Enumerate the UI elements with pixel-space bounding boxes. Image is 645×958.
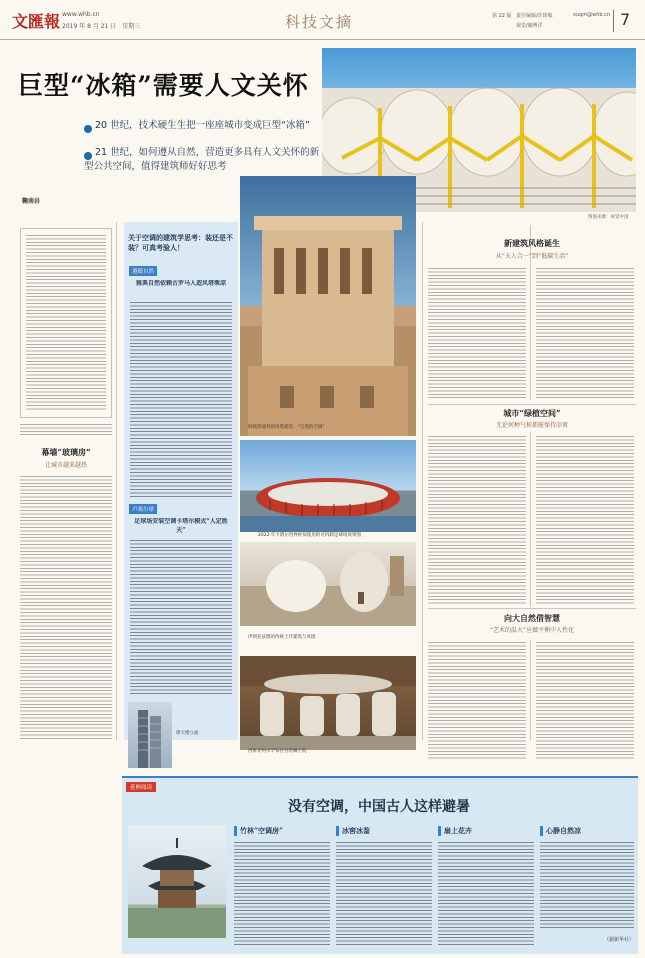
feature-item-1-heading: 竹林“空调房” [234,826,330,836]
newspaper-logo: 文匯報 [12,12,61,31]
masthead-visual: 视觉/储博洋 [516,23,543,29]
pavilion-photo [128,826,226,938]
feature-credit: （据新华社） [603,937,634,943]
page-divider [613,10,614,32]
section-title: 科技文摘 [285,13,354,31]
headline: 巨型“冰箱”需要人文关怀 [18,71,309,100]
feature-column-3 [438,826,534,950]
feature-item-3-heading: 扇上花卉 [438,826,534,836]
adobe-dome-caption: 伊朗亚兹德的传统土坯建筑与风塔 [248,635,316,640]
headline-bullet-2: 21 世纪，如何遵从自然，营造更多具有人文关怀的新型公共空间，值得建筑师好好思考 [84,147,320,172]
feature-title: 没有空调，中国古人这样避暑 [288,799,470,815]
sidebar-text-2 [130,540,232,695]
masthead-issue: 第 22 版 [492,13,512,19]
masthead-site: www.whb.cn [62,11,100,18]
sidebar-tag-2: 卢塞尔球 [129,504,157,514]
right-section-1-heading: 新建筑风格诞生 [504,238,560,248]
wind-tower-photo [240,176,416,436]
headline-bullet-1: 20 世纪，技术硬生生把一座座城市变成巨型“冰箱” [95,120,310,131]
feature-tag: 延伸阅读 [126,782,156,792]
right-text-block [536,268,634,400]
right-section-2-sub: 无论何种气候都能保持凉爽 [495,422,568,429]
left-intro-text [26,235,106,411]
skyscraper-photo [128,702,172,768]
skyscraper-caption: 摩天楼立面 [176,731,199,736]
right-section-3-heading: 向大自然借智慧 [504,613,560,623]
left-intro-box [20,228,112,418]
masthead-editor: 责任编辑/许琦敏 [516,13,553,19]
masthead-date: 2019 年 8 月 21 日 星期三 [62,23,141,30]
feature-column-1 [234,826,330,950]
feature-item-4-text [540,842,634,930]
left-subhead-sub: 让城市越来越热 [44,462,87,469]
masthead [0,0,645,40]
feature-item-2-heading: 冰窖冰鉴 [336,826,432,836]
masthead-email: xuqm@whb.cn [573,12,611,18]
sidebar-subhead-2: 足球场安装空调卡塔尔模式“人定胜天” [134,518,228,534]
right-text-block [536,642,634,760]
column-rule [530,640,531,740]
page-number: 7 [620,10,631,29]
hero-caption: 图图来源：视觉中国 [588,215,629,220]
right-text-block [428,268,526,400]
right-text-block [428,642,526,760]
right-section-2-heading: 城市“绿植空间” [503,408,561,418]
left-subhead: 幕墙“玻璃房” [41,447,91,457]
feature-column-4 [540,826,634,950]
sidebar-tag-1: 遵循自然 [129,266,157,276]
stadium-caption: 2022 年卡塔尔世界杯拟使用的可拆卸足球场效果图 [258,533,361,538]
section-rule [428,404,636,405]
lions-court-photo [240,656,416,750]
section-rule [428,608,636,609]
right-text-block [428,436,526,606]
sidebar-text-1 [130,302,232,498]
stadium-photo [240,440,416,532]
right-section-3-sub: “艺术的温火”应做平衡中人性化 [489,627,575,634]
right-text-block [536,436,634,606]
feature-item-3-text [438,842,534,946]
sidebar-title: 关于空调的建筑学思考：装还是不装？可真考验人！ [128,233,233,252]
left-body-text [20,476,112,740]
feature-box [122,776,638,954]
column-rule [530,432,531,607]
feature-item-4-heading: 心静自然凉 [540,826,634,836]
author-name: 鞠南岩 [22,198,41,205]
column-rule [116,222,117,740]
wind-tower-caption: 阿联酋迪拜的风塔建筑：“自然的空调” [248,425,325,430]
right-section-1-sub: 从“天人合一”到“低碳生活” [495,253,569,260]
feature-item-1-text [234,842,330,946]
lions-court-caption: 西班牙阿尔罕布拉宫的狮子院 [248,749,307,754]
feature-item-2-text [336,842,432,946]
feature-column-2 [336,826,432,950]
sidebar-subhead-1: 雅典自然依赖古罗马人造风塔乘凉 [135,280,226,287]
pavilion-caption [130,942,224,952]
adobe-dome-photo [240,542,416,626]
column-rule [422,222,423,740]
left-body-text [20,424,112,436]
